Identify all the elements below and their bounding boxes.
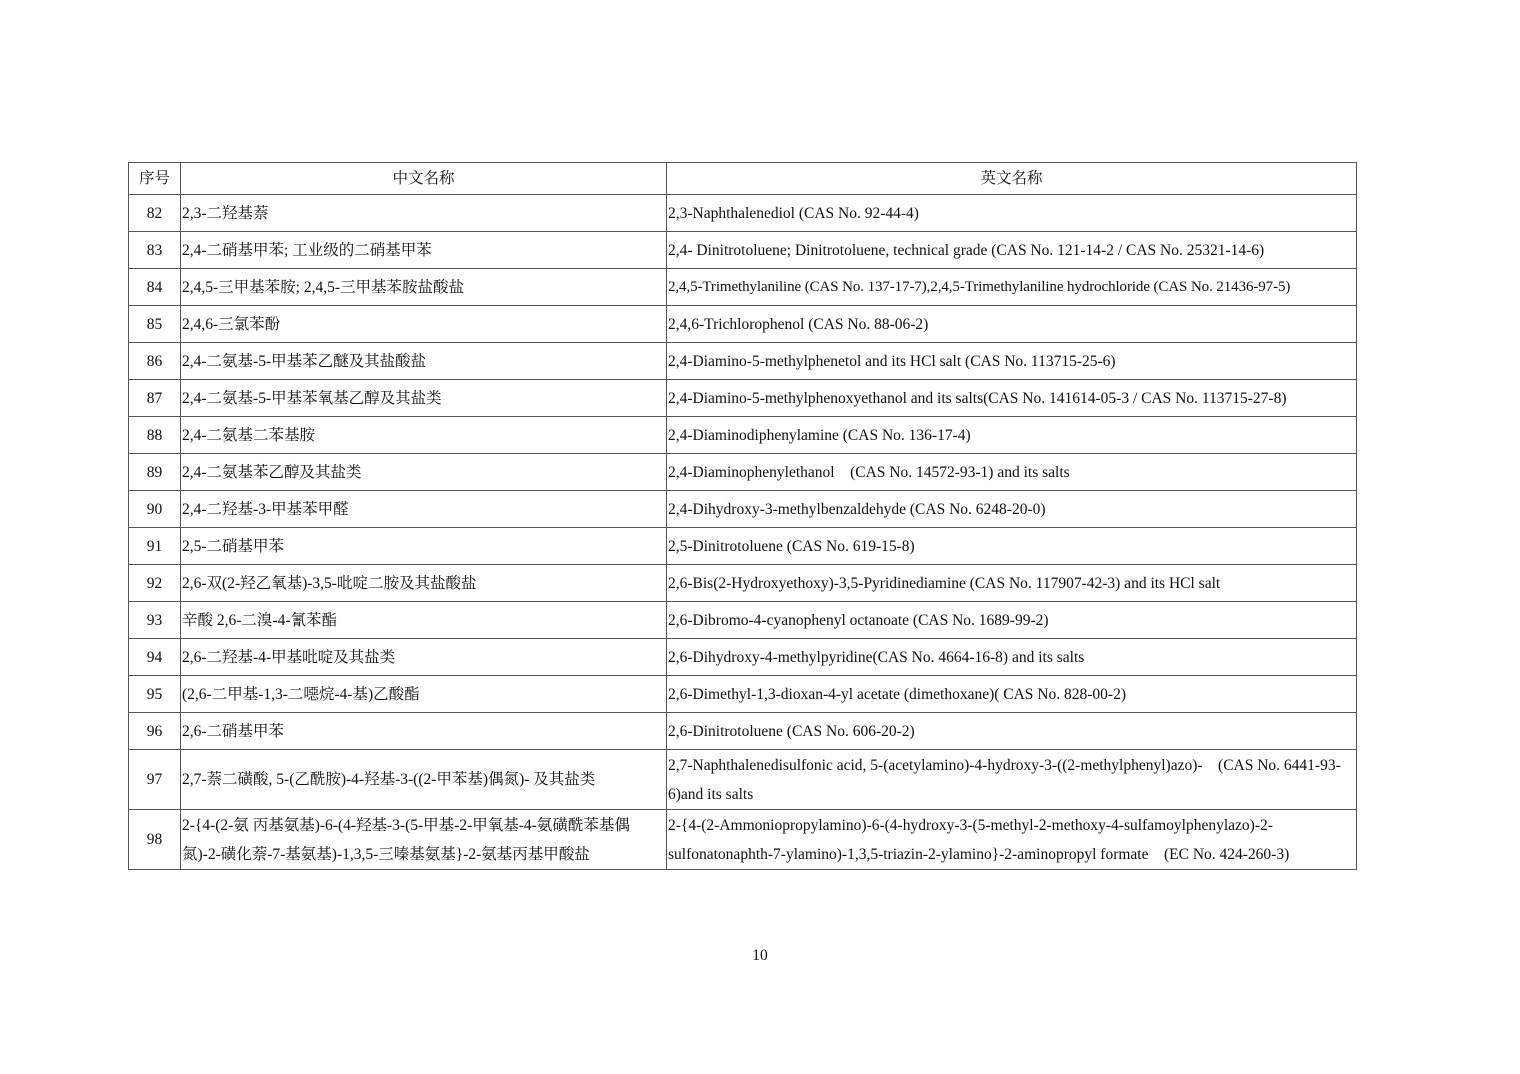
table-row: [129, 676, 1357, 713]
row-chinese-name: 2,6-二硝基甲苯: [181, 713, 667, 750]
table-row: [129, 417, 1357, 454]
row-english-name: 2,6-Dihydroxy-4-methylpyridine(CAS No. 4664-16-8) and its salts: [667, 639, 1357, 676]
row-english-name: 2,5-Dinitrotoluene (CAS No. 619-15-8): [667, 528, 1357, 565]
table-row: [129, 713, 1357, 750]
row-serial-number: 96: [129, 713, 181, 750]
table-row: [129, 232, 1357, 269]
row-english-name: 2,4-Diamino-5-methylphenoxyethanol and its salts(CAS No. 141614-05-3 / CAS No. 113715-27-8): [667, 380, 1357, 417]
row-serial-number: 94: [129, 639, 181, 676]
row-english-name: 2,4-Diaminodiphenylamine (CAS No. 136-17-4): [667, 417, 1357, 454]
row-chinese-name: 2,4-二羟基-3-甲基苯甲醛: [181, 491, 667, 528]
row-english-name: 2-{4-(2-Ammoniopropylamino)-6-(4-hydroxy-3-(5-methyl-2-methoxy-4-sulfamoylphenylazo)-2-sulfonatonaphth-7-ylamino)-1,3,5-triazin-2-ylamino}-2-aminopropyl formate (EC No. 424-260-3): [667, 810, 1357, 870]
table-row: [129, 343, 1357, 380]
row-serial-number: 84: [129, 269, 181, 306]
row-serial-number: 88: [129, 417, 181, 454]
table-row: [129, 380, 1357, 417]
table-row: [129, 565, 1357, 602]
row-serial-number: 93: [129, 602, 181, 639]
row-serial-number: 92: [129, 565, 181, 602]
row-chinese-name: 2,4-二氨基二苯基胺: [181, 417, 667, 454]
row-english-name: 2,6-Dibromo-4-cyanophenyl octanoate (CAS No. 1689-99-2): [667, 602, 1357, 639]
row-chinese-name: 2-{4-(2-氨 丙基氨基)-6-(4-羟基-3-(5-甲基-2-甲氧基-4-氨磺酰苯基偶氮)-2-磺化萘-7-基氨基)-1,3,5-三嗪基氨基}-2-氨基丙基甲酸盐: [181, 810, 667, 870]
row-serial-number: 82: [129, 195, 181, 232]
row-chinese-name: 2,4-二氨基苯乙醇及其盐类: [181, 454, 667, 491]
row-english-name: 2,4-Diaminophenylethanol (CAS No. 14572-93-1) and its salts: [667, 454, 1357, 491]
row-chinese-name: 2,4,5-三甲基苯胺; 2,4,5-三甲基苯胺盐酸盐: [181, 269, 667, 306]
row-english-name: 2,4,5-Trimethylaniline (CAS No. 137-17-7),2,4,5-Trimethylaniline hydrochloride (CAS No. 21436-97-5): [667, 269, 1357, 306]
row-english-name: 2,6-Bis(2-Hydroxyethoxy)-3,5-Pyridinediamine (CAS No. 117907-42-3) and its HCl salt: [667, 565, 1357, 602]
row-english-name: 2,4,6-Trichlorophenol (CAS No. 88-06-2): [667, 306, 1357, 343]
row-serial-number: 85: [129, 306, 181, 343]
row-chinese-name: 辛酸 2,6-二溴-4-氰苯酯: [181, 602, 667, 639]
header-chinese-name: 中文名称: [181, 163, 667, 195]
row-english-name: 2,4- Dinitrotoluene; Dinitrotoluene, technical grade (CAS No. 121-14-2 / CAS No. 25321-14-6): [667, 232, 1357, 269]
table-row: [129, 306, 1357, 343]
row-chinese-name: 2,4-二硝基甲苯; 工业级的二硝基甲苯: [181, 232, 667, 269]
row-english-name: 2,7-Naphthalenedisulfonic acid, 5-(acetylamino)-4-hydroxy-3-((2-methylphenyl)azo)- (CAS No. 6441-93-6)and its salts: [667, 750, 1357, 810]
table-row: [129, 639, 1357, 676]
table-row: [129, 750, 1357, 810]
header-english-name: 英文名称: [667, 163, 1357, 195]
row-serial-number: 98: [129, 810, 181, 870]
table-row: [129, 195, 1357, 232]
row-english-name: 2,3-Naphthalenediol (CAS No. 92-44-4): [667, 195, 1357, 232]
table-row: [129, 810, 1357, 870]
row-serial-number: 86: [129, 343, 181, 380]
table-row: [129, 528, 1357, 565]
row-english-name: 2,4-Diamino-5-methylphenetol and its HCl salt (CAS No. 113715-25-6): [667, 343, 1357, 380]
row-chinese-name: 2,4-二氨基-5-甲基苯乙醚及其盐酸盐: [181, 343, 667, 380]
row-serial-number: 90: [129, 491, 181, 528]
row-serial-number: 91: [129, 528, 181, 565]
row-chinese-name: 2,7-萘二磺酸, 5-(乙酰胺)-4-羟基-3-((2-甲苯基)偶氮)- 及其盐类: [181, 750, 667, 810]
row-serial-number: 97: [129, 750, 181, 810]
table-row: [129, 454, 1357, 491]
row-chinese-name: 2,6-双(2-羟乙氧基)-3,5-吡啶二胺及其盐酸盐: [181, 565, 667, 602]
row-chinese-name: 2,5-二硝基甲苯: [181, 528, 667, 565]
row-serial-number: 87: [129, 380, 181, 417]
row-english-name: 2,6-Dimethyl-1,3-dioxan-4-yl acetate (dimethoxane)( CAS No. 828-00-2): [667, 676, 1357, 713]
row-serial-number: 83: [129, 232, 181, 269]
row-chinese-name: 2,4-二氨基-5-甲基苯氧基乙醇及其盐类: [181, 380, 667, 417]
header-serial-number: 序号: [129, 163, 181, 195]
row-chinese-name: 2,4,6-三氯苯酚: [181, 306, 667, 343]
page-number: 10: [752, 947, 768, 964]
row-chinese-name: (2,6-二甲基-1,3-二噁烷-4-基)乙酸酯: [181, 676, 667, 713]
row-serial-number: 95: [129, 676, 181, 713]
row-serial-number: 89: [129, 454, 181, 491]
row-chinese-name: 2,3-二羟基萘: [181, 195, 667, 232]
table-row: [129, 269, 1357, 306]
substance-table: [128, 162, 1357, 870]
table-row: [129, 491, 1357, 528]
table-row: [129, 602, 1357, 639]
row-english-name: 2,4-Dihydroxy-3-methylbenzaldehyde (CAS No. 6248-20-0): [667, 491, 1357, 528]
row-chinese-name: 2,6-二羟基-4-甲基吡啶及其盐类: [181, 639, 667, 676]
row-english-name: 2,6-Dinitrotoluene (CAS No. 606-20-2): [667, 713, 1357, 750]
table-header-row: [129, 163, 1357, 195]
